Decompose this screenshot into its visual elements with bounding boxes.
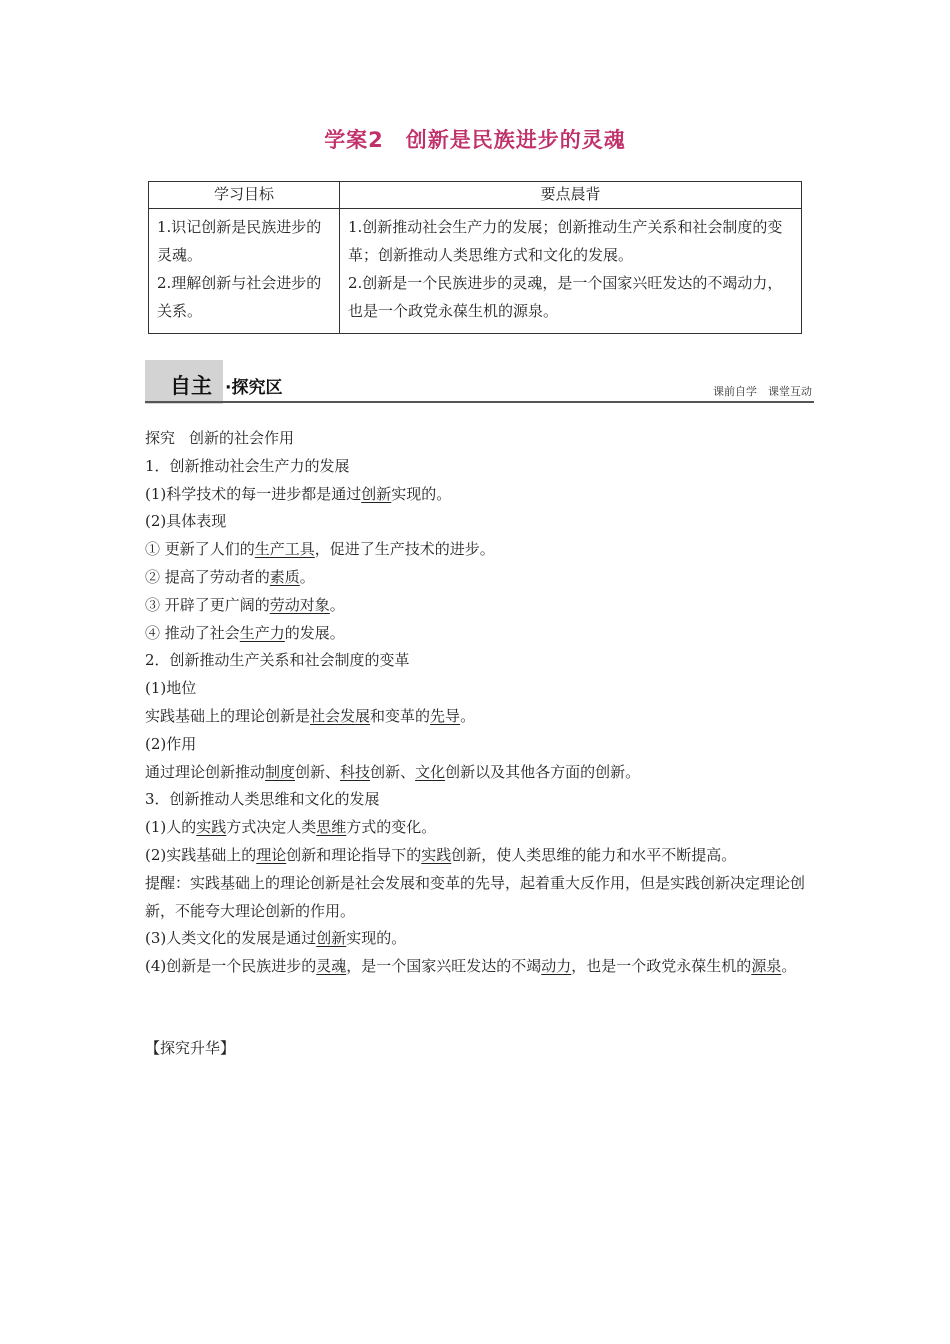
study-content — [145, 425, 815, 981]
objectives-cell — [149, 209, 340, 334]
content-line: 通过理论创新推动制度创新、科技创新、文化创新以及其他各方面的创新。 — [145, 762, 641, 781]
answer-blank: 先导 — [430, 706, 461, 725]
section-caption: 课前自学 课堂互动 — [713, 385, 812, 398]
content-line: (2)具体表现 — [145, 512, 227, 531]
reminder-note: 提醒：实践基础上的理论创新是社会发展和变革的先导，起着重大反作用，但是实践创新决定理论创新，不能夸大理论创新的作用。 — [145, 873, 806, 920]
heading-3: 3．创新推动人类思维和文化的发展 — [145, 790, 380, 809]
content-line: (2)作用 — [145, 734, 197, 753]
content-line: (4)创新是一个民族进步的灵魂，是一个国家兴旺发达的不竭动力，也是一个政党永葆生机的源泉。 — [145, 957, 797, 976]
answer-blank: 实践 — [196, 818, 227, 837]
content-line: ② 提高了劳动者的素质。 — [145, 567, 315, 586]
content-line: ④ 推动了社会生产力的发展。 — [145, 623, 345, 642]
objectives-table — [148, 181, 802, 334]
answer-blank: 动力 — [541, 957, 572, 976]
content-line: (1)人的实践方式决定人类思维方式的变化。 — [145, 818, 437, 837]
section-title-sub: ·探究区 — [225, 378, 283, 398]
answer-blank: 制度 — [265, 762, 296, 781]
answer-blank: 生产力 — [239, 623, 285, 642]
objective-item: 2.理解创新与社会进步的关系。 — [157, 274, 322, 320]
key-point-item: 1.创新推动社会生产力的发展；创新推动生产关系和社会制度的变革；创新推动人类思维方式和文化的发展。 — [348, 218, 783, 264]
table-header-key-points: 要点晨背 — [340, 182, 802, 209]
explore-upgrade-heading: 【探究升华】 — [145, 1039, 236, 1057]
section-title-main: 自主 — [170, 374, 212, 398]
answer-blank: 创新 — [361, 484, 392, 503]
answer-blank: 劳动对象 — [269, 595, 330, 614]
answer-blank: 文化 — [415, 762, 446, 781]
page-title: 学案2 创新是民族进步的灵魂 — [324, 128, 626, 152]
content-line: ① 更新了人们的生产工具，促进了生产技术的进步。 — [145, 540, 495, 559]
content-line: (3)人类文化的发展是通过创新实现的。 — [145, 929, 407, 948]
explore-heading: 探究 创新的社会作用 — [145, 429, 295, 447]
answer-blank: 理论 — [256, 845, 287, 864]
objective-item: 1.识记创新是民族进步的灵魂。 — [157, 218, 322, 264]
content-line: (1)地位 — [145, 679, 197, 698]
answer-blank: 实践 — [421, 845, 452, 864]
heading-1: 1．创新推动社会生产力的发展 — [145, 456, 350, 475]
section-header — [145, 360, 814, 404]
content-line: (1)科学技术的每一进步都是通过创新实现的。 — [145, 484, 452, 503]
table-header-objectives: 学习目标 — [149, 182, 340, 209]
content-line: (2)实践基础上的理论创新和理论指导下的实践创新，使人类思维的能力和水平不断提高。 — [145, 845, 737, 864]
answer-blank: 思维 — [316, 818, 347, 837]
content-line: 实践基础上的理论创新是社会发展和变革的先导。 — [145, 706, 476, 725]
key-points-cell — [340, 209, 802, 334]
answer-blank: 源泉 — [751, 957, 782, 976]
answer-blank: 生产工具 — [254, 540, 315, 559]
section-divider — [145, 401, 814, 403]
content-line: ③ 开辟了更广阔的劳动对象。 — [145, 595, 345, 614]
answer-blank: 社会发展 — [310, 706, 371, 725]
answer-blank: 灵魂 — [316, 957, 347, 976]
answer-blank: 科技 — [340, 762, 371, 781]
answer-blank: 素质 — [269, 567, 300, 586]
answer-blank: 创新 — [316, 929, 347, 948]
key-point-item: 2.创新是一个民族进步的灵魂，是一个国家兴旺发达的不竭动力，也是一个政党永葆生机的源泉。 — [348, 274, 783, 320]
heading-2: 2．创新推动生产关系和社会制度的变革 — [145, 651, 410, 670]
